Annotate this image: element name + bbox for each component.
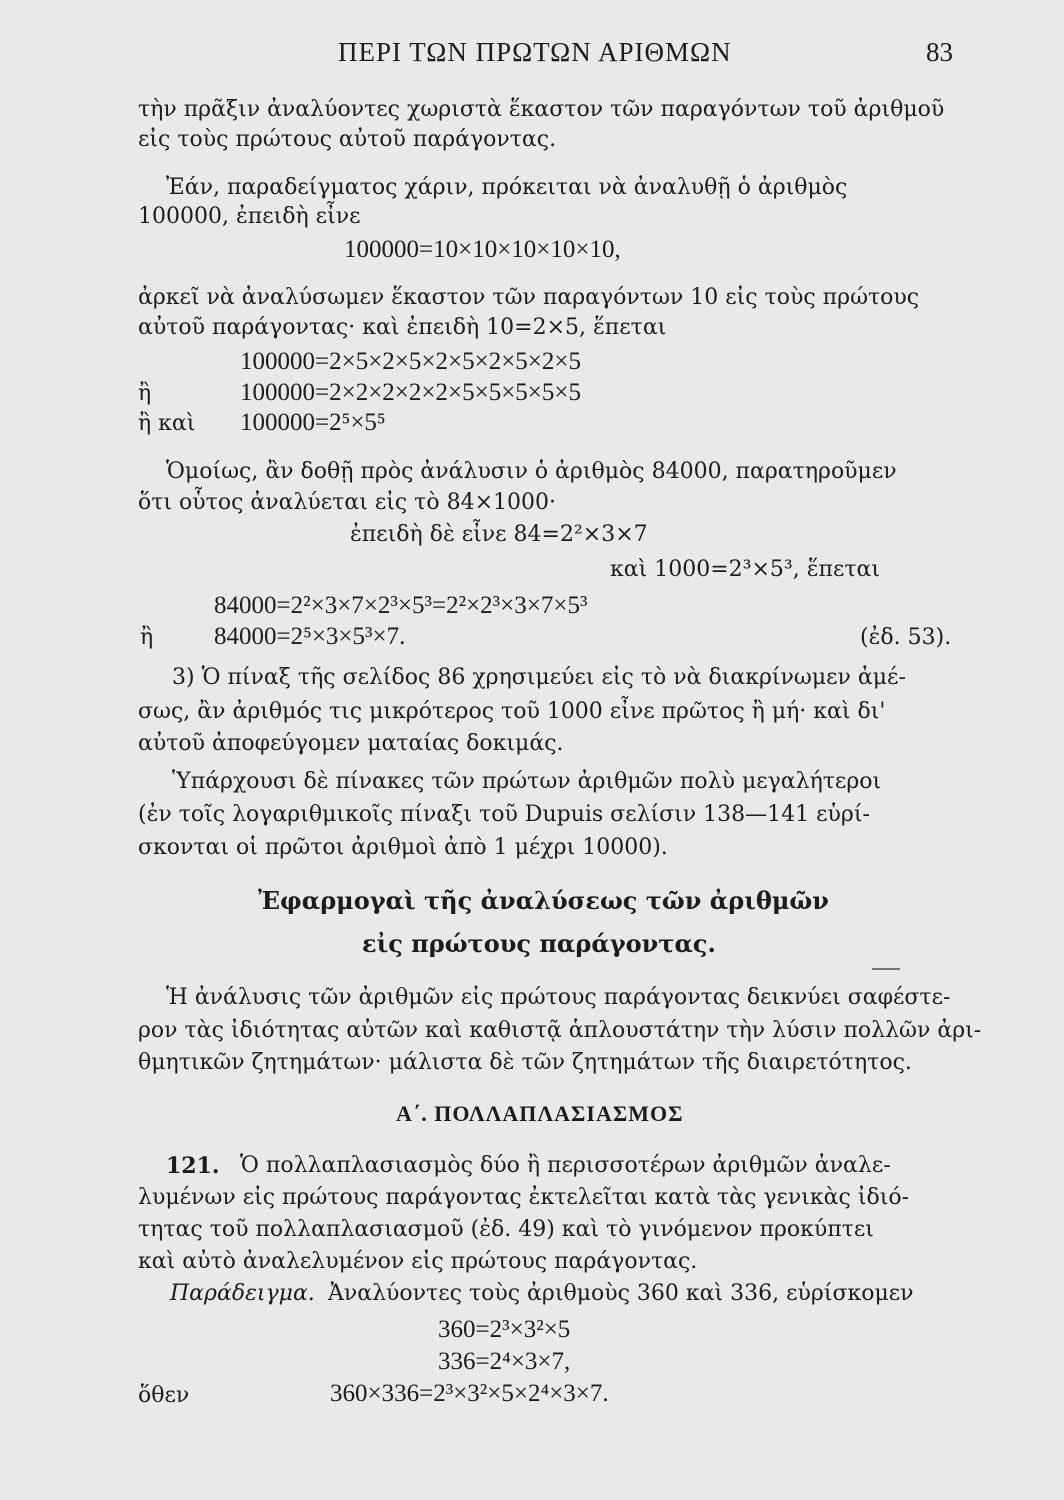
chapter-heading: Α΄. ΠΟΛΛΑΠΛΑΣΙΑΣΜΟΣ [396, 1101, 684, 1126]
equation: 336=2⁴×3×7, [438, 1348, 571, 1375]
equation: 100000=10×10×10×10×10, [344, 236, 621, 263]
example-label: Παράδειγμα. [170, 1281, 315, 1306]
text-line: Ἀναλύοντες τοὺς ἀριθμοὺς 360 καὶ 336, εὑρίσκομεν [328, 1281, 914, 1306]
text-line: Ὁ πολλαπλασιασμὸς δύο ἢ περισσοτέρων ἀριθμῶν ἀναλε- [240, 1153, 891, 1178]
section-heading: Ἐφαρμογαὶ τῆς ἀναλύσεως τῶν ἀριθμῶν [258, 886, 829, 915]
page-number: 83 [926, 37, 953, 67]
text-line: Ὁμοίως, ἂν δοθῇ πρὸς ἀνάλυσιν ὁ ἀριθμὸς 84000, παρατηροῦμεν [166, 459, 897, 484]
text-line: 100000, ἐπειδὴ εἶνε [138, 204, 361, 229]
text-line: καὶ 1000=2³×5³, ἕπεται [610, 557, 881, 582]
equation: 84000=2²×3×7×2³×5³=2²×2³×3×7×5³ [214, 592, 588, 619]
text-line: τὴν πρᾶξιν ἀναλύοντες χωριστὰ ἕκαστον τῶν παραγόντων τοῦ ἀριθμοῦ [138, 97, 945, 122]
text-line: Ἡ ἀνάλυσις τῶν ἀριθμῶν εἰς πρώτους παράγοντας δεικνύει σαφέστε- [166, 985, 951, 1010]
text-line: ὅτι οὗτος ἀναλύεται εἰς τὸ 84×1000· [138, 490, 556, 515]
text-line: Ἐάν, παραδείγματος χάριν, πρόκειται νὰ ἀναλυθῇ ὁ ἀριθμὸς [166, 175, 848, 200]
text-line: 3) Ὁ πίναξ τῆς σελίδος 86 χρησιμεύει εἰς τὸ νὰ διακρίνωμεν ἀμέ- [172, 665, 906, 690]
equation-prefix: ὅθεν [138, 1383, 190, 1408]
running-header: ΠΕΡΙ ΤΩΝ ΠΡΩΤΩΝ ΑΡΙΘΜΩΝ [338, 37, 732, 67]
equation-prefix: ἢ [138, 381, 152, 406]
text-line: σκονται οἱ πρῶτοι ἀριθμοὶ ἀπὸ 1 μέχρι 10000). [138, 835, 668, 860]
reference: (ἐδ. 53). [860, 625, 952, 650]
text-line: λυμένων εἰς πρώτους παράγοντας ἐκτελεῖται κατὰ τὰς γενικὰς ἰδιό- [138, 1185, 910, 1210]
text-line: καὶ αὐτὸ ἀναλελυμένον εἰς πρώτους παράγοντας. [138, 1249, 698, 1274]
equation: 84000=2⁵×3×5³×7. [214, 623, 406, 650]
text-line: θμητικῶν ζητημάτων· μάλιστα δὲ τῶν ζητημάτων τῆς διαιρετότητος. [138, 1050, 912, 1075]
margin-mark [872, 968, 900, 970]
equation: 100000=2×2×2×2×2×5×5×5×5×5 [240, 379, 581, 406]
equation-prefix: ἢ καὶ [138, 411, 196, 436]
text-line: ἀρκεῖ νὰ ἀναλύσωμεν ἕκαστον τῶν παραγόντων 10 εἰς τοὺς πρώτους [138, 285, 920, 310]
section-heading: εἰς πρώτους παράγοντας. [362, 929, 716, 958]
text-line: αὐτοῦ παράγοντας· καὶ ἐπειδὴ 10=2×5, ἕπεται [138, 315, 667, 340]
text-line: ἐπειδὴ δὲ εἶνε 84=2²×3×7 [350, 522, 648, 547]
text-line: εἰς τοὺς πρώτους αὐτοῦ παράγοντας. [138, 127, 557, 152]
equation: 100000=2×5×2×5×2×5×2×5×2×5 [240, 348, 581, 375]
equation: 100000=2⁵×5⁵ [240, 409, 386, 436]
text-line: αὐτοῦ ἀποφεύγομεν ματαίας δοκιμάς. [138, 731, 564, 756]
text-line: ρον τὰς ἰδιότητας αὐτῶν καὶ καθιστᾷ ἁπλουστάτην τὴν λύσιν πολλῶν ἀρι- [138, 1018, 982, 1043]
equation: 360=2³×3²×5 [438, 1316, 571, 1343]
paragraph-number: 121. [166, 1153, 220, 1179]
text-line: τητας τοῦ πολλαπλασιασμοῦ (ἐδ. 49) καὶ τὸ γινόμενον προκύπτει [138, 1217, 874, 1242]
equation: 360×336=2³×3²×5×2⁴×3×7. [330, 1380, 609, 1407]
text-line: σως, ἂν ἀριθμός τις μικρότερος τοῦ 1000 εἶνε πρῶτος ἢ μή· καὶ δι' [138, 699, 886, 724]
equation-prefix: ἢ [140, 625, 154, 650]
text-line: Ὑπάρχουσι δὲ πίνακες τῶν πρώτων ἀριθμῶν πολὺ μεγαλήτεροι [172, 769, 882, 794]
text-line: (ἐν τοῖς λογαριθμικοῖς πίναξι τοῦ Dupuis σελίσιν 138—141 εὑρί- [138, 802, 870, 827]
